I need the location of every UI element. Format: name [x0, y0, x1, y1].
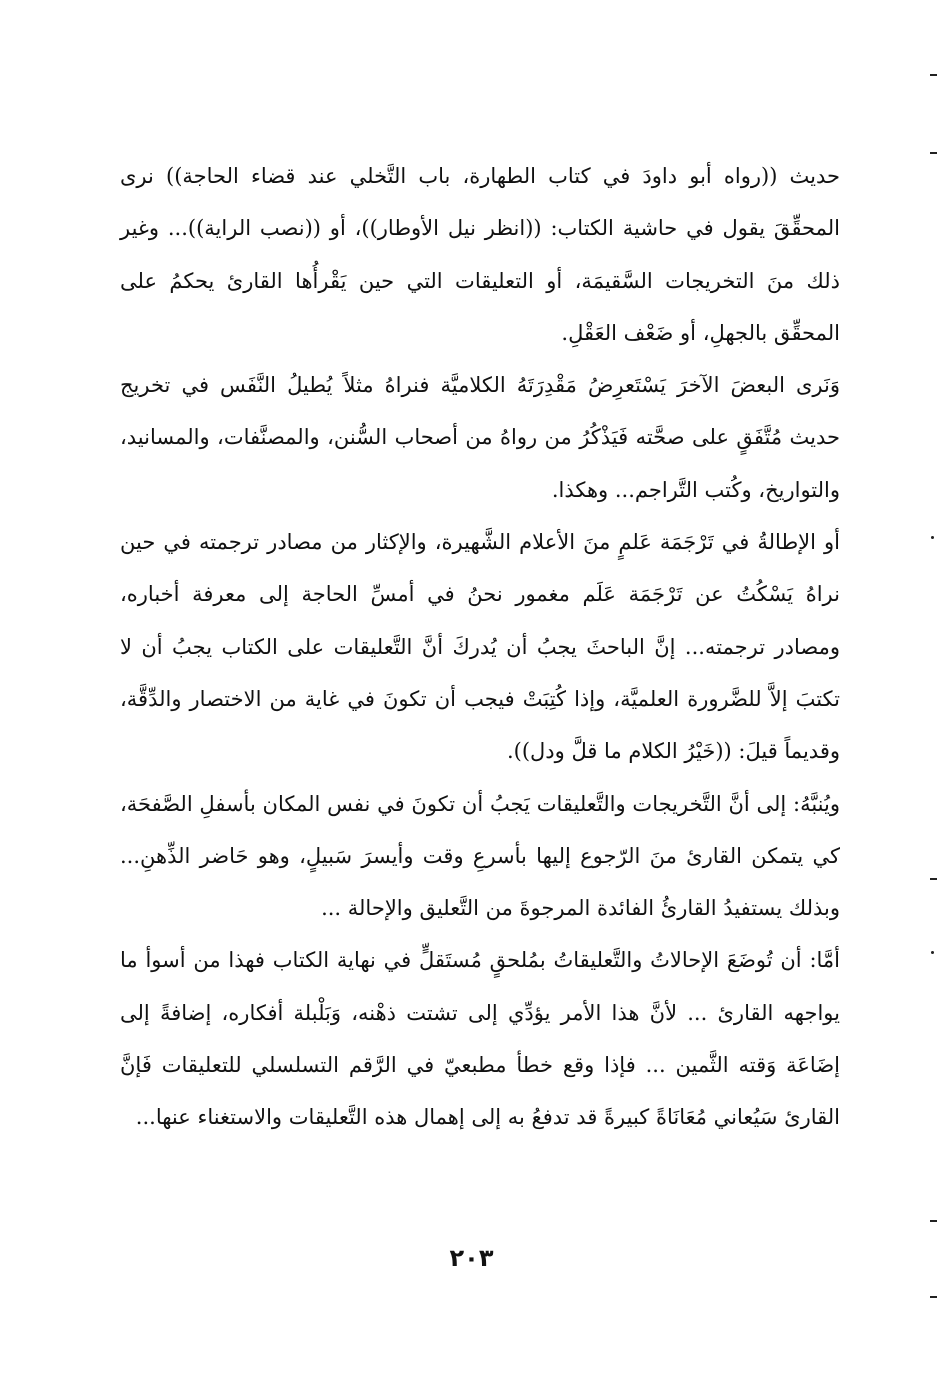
paragraph-1: حديث ((رواه أبو داودَ في كتاب الطهارة، باب التَّخلي عند قضاء الحاجة)) نرى المحقِّقَ يقول في حاشية الكتاب: ((انظر نيل الأوطار))، أو ((نصب الراية))... وغير ذلك منَ التخريجات السَّقيمَة، أو التعليقات التي حين يَقْرأُها القارئ يحكمُ على المحقِّق بالجهلِ، أو ضَعْف العَقْلِ. — [120, 164, 840, 345]
paragraph-5: أمَّا: أن تُوضَعَ الإحالاتُ والتَّعليقاتُ بمُلحقٍ مُستَقلٍّ في نهاية الكتاب فهذا من أسوأ ما يواجهه القارئ ... لأنَّ هذا الأمر يؤدِّي إلى تشتت ذهْنه، وَبَلْبلة أفكاره، إضافةً إلى إضَاعَة وَقته الثَّمين ... فإذا وقع خطأ مطبعيّ في الرَّقم التسلسلي للتعليقات فَإنَّ القارئ سَيُعاني مُعَانَاةً كبيرةً قد تدفعُ به إلى إهمال هذه التَّعليقات والاستغناء عنها... — [120, 948, 840, 1130]
paragraph-2: وَنَرى البعضَ الآخرَ يَسْتَعرِضُ مَقْدِرَتَهُ الكلاميَّة فنراهُ مثلاً يُطيلُ النَّفَس في تخريج حديث مُتَّفَقٍ على صحَّته فَيَذْكُرُ من رواهُ من أصحاب السُّنن، والمصنَّفات، والمسانيد، والتواريخ، وكُتب التَّراجم... وهكذا. — [120, 373, 840, 502]
body-text — [120, 150, 840, 1144]
margin-mark — [930, 1220, 937, 1222]
margin-mark — [930, 878, 937, 880]
paragraph-4: ويُنبَّهُ: إلى أنَّ التَّخريجات والتَّعليقات يَجبُ أن تكونَ في نفس المكان بأسفلِ الصَّفحَة، كي يتمكن القارئ منَ الرّجوع إليها بأسرعِ وقت وأيسرَ سَبيلٍ، وهو حَاضر الذِّهنِ... وبذلك يستفيدُ القارئُ الفائدة المرجوةَ من التَّعليق والإحالة ... — [120, 791, 840, 921]
margin-mark — [930, 152, 937, 154]
paragraph-3: أو الإطالةُ في تَرْجَمَة عَلمٍ منَ الأعلام الشَّهيرة، والإكثار من مصادر ترجمته في حين نراهُ يَسْكُتُ عن تَرْجَمَة عَلَم مغمور نحنُ في أمسِّ الحاجة إلى معرفة أخباره، ومصادر ترجمته... إنَّ الباحثَ يجبُ أن يُدركَ أنَّ التَّعليقات على الكتاب يجبُ أن لا تكتبَ إلاَّ للضَّرورة العلميَّة، وإذا كُتِبَتْ فيجب أن تكونَ في غاية من الاختصار والدِّقَّة، وقديماً قيلَ: ((خَيْرُ الكلام ما قلَّ ودل)). — [120, 530, 840, 764]
margin-dot — [931, 951, 934, 954]
page-number: ٢٠٣ — [449, 1244, 494, 1272]
margin-mark — [930, 74, 937, 76]
margin-mark — [930, 1296, 937, 1298]
margin-dot — [931, 536, 934, 539]
